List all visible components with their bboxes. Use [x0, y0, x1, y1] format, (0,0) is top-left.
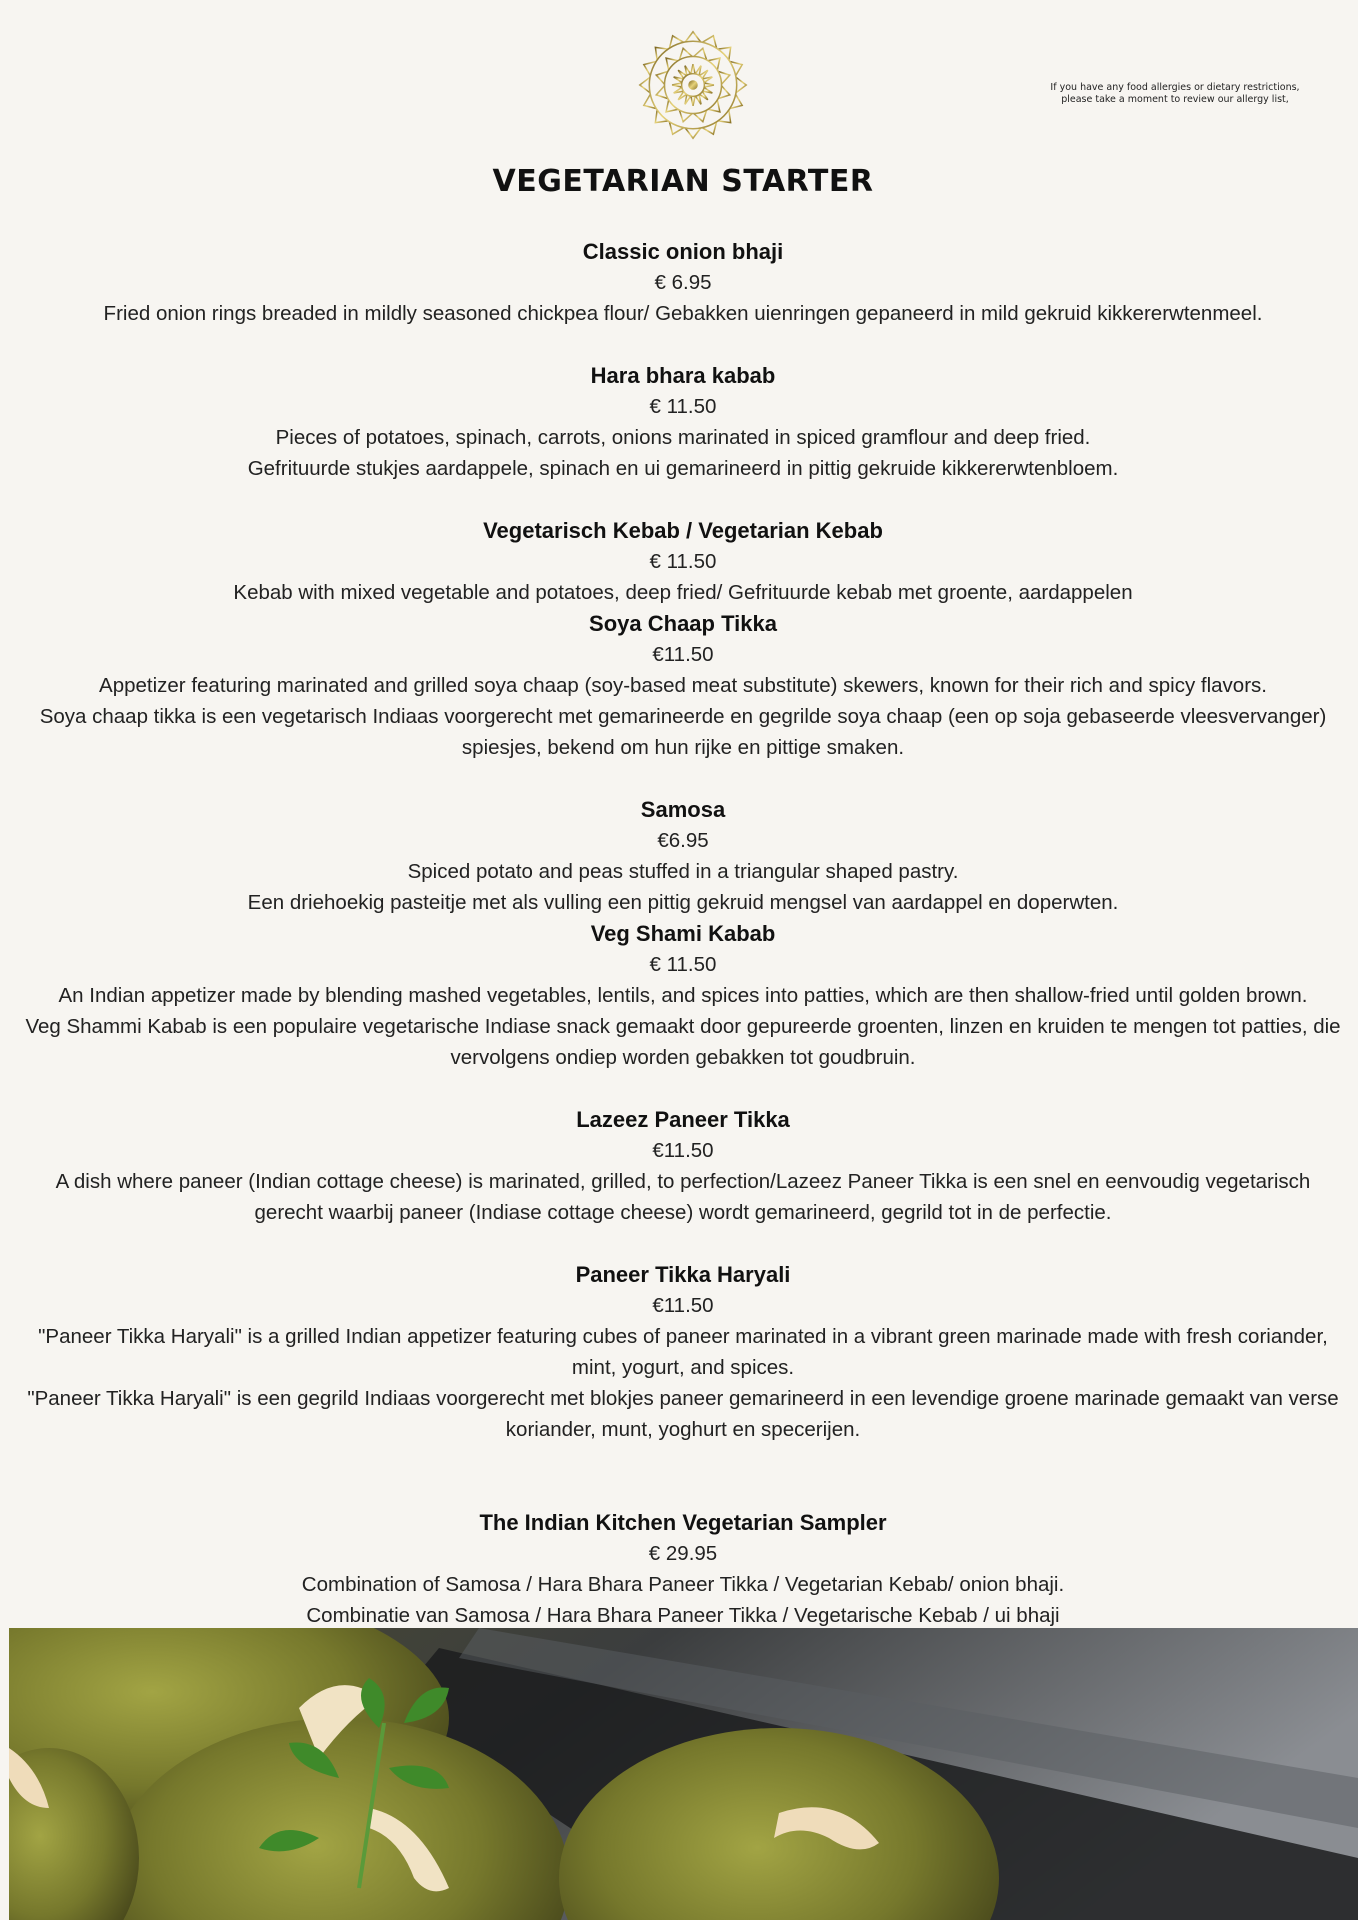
- item-name: Paneer Tikka Haryali: [575, 1262, 791, 1287]
- item-description-nl: Combinatie van Samosa / Hara Bhara Paneer Tikka / Vegetarische Kebab / ui bhaji: [306, 1604, 1060, 1627]
- item-price: € 11.50: [649, 395, 717, 418]
- item-description: "Paneer Tikka Haryali" is a grilled Indian appetizer featuring cubes of paneer marinated in a vibrant green marinade made with fresh coriander, mint, yogurt, and spices.: [38, 1325, 1328, 1379]
- item-price: €6.95: [657, 829, 709, 852]
- allergy-notice: If you have any food allergies or dietary restrictions, please take a moment to review our allergy list,: [1050, 82, 1300, 105]
- item-price: € 6.95: [654, 271, 712, 294]
- item-description: An Indian appetizer made by blending mashed vegetables, lentils, and spices into patties, which are then shallow-fried until golden brown.: [58, 984, 1308, 1007]
- item-price: € 11.50: [649, 953, 717, 976]
- item-description: Combination of Samosa / Hara Bhara Paneer Tikka / Vegetarian Kebab/ onion bhaji.: [301, 1573, 1065, 1596]
- menu-item: [20, 515, 1346, 608]
- veg-kabab-photo: [9, 1628, 1358, 1920]
- item-name: The Indian Kitchen Vegetarian Sampler: [479, 1510, 887, 1535]
- menu-item: [20, 1259, 1346, 1445]
- menu-item: [20, 794, 1346, 918]
- item-description: Appetizer featuring marinated and grilled soya chaap (soy-based meat substitute) skewers, known for their rich and spicy flavors.: [99, 674, 1267, 697]
- item-name: Vegetarisch Kebab / Vegetarian Kebab: [483, 518, 883, 543]
- item-price: €11.50: [652, 1294, 714, 1317]
- menu-item: [20, 1507, 1346, 1631]
- page-title: VEGETARIAN STARTER: [492, 164, 874, 199]
- item-name: Veg Shami Kabab: [590, 921, 776, 946]
- mandala-logo-icon: [636, 28, 750, 142]
- item-description-nl: Soya chaap tikka is een vegetarisch Indiaas voorgerecht met gemarineerde en gegrilde soya chaap (een op soja gebaseerde vleesvervanger) spiesjes, bekend om hun rijke en pittige smaken.: [39, 705, 1327, 759]
- item-price: € 11.50: [649, 550, 717, 573]
- menu-item: [20, 608, 1346, 763]
- item-description-nl: "Paneer Tikka Haryali" is een gegrild Indiaas voorgerecht met blokjes paneer gemarineerd in een levendige groene marinade gemaakt van verse koriander, munt, yoghurt en specerijen.: [27, 1387, 1339, 1441]
- menu-list: [20, 236, 1346, 1631]
- item-description: Kebab with mixed vegetable and potatoes, deep fried/ Gefrituurde kebab met groente, aardappelen: [233, 581, 1133, 604]
- item-description-nl: Gefrituurde stukjes aardappele, spinach en ui gemarineerd in pittig gekruide kikkererwtenbloem.: [247, 457, 1119, 480]
- item-price: €11.50: [652, 643, 714, 666]
- item-name: Soya Chaap Tikka: [589, 611, 777, 636]
- menu-item: [20, 236, 1346, 329]
- item-name: Samosa: [640, 797, 726, 822]
- item-description: Spiced potato and peas stuffed in a triangular shaped pastry.: [407, 860, 959, 883]
- item-name: Hara bhara kabab: [590, 363, 776, 388]
- item-price: € 29.95: [648, 1542, 718, 1565]
- item-description: Fried onion rings breaded in mildly seasoned chickpea flour/ Gebakken uienringen gepaneerd in mild gekruid kikkererwtenmeel.: [103, 302, 1263, 325]
- menu-item: [20, 360, 1346, 484]
- menu-item: [20, 1104, 1346, 1228]
- item-description-nl: Een driehoekig pasteitje met als vulling een pittig gekruid mengsel van aardappel en doperwten.: [247, 891, 1119, 914]
- item-description-nl: Veg Shammi Kabab is een populaire vegetarische Indiase snack gemaakt door gepureerde groenten, linzen en kruiden te mengen tot patties, die vervolgens ondiep worden gebakken tot goudbruin.: [25, 1015, 1341, 1069]
- item-description: Pieces of potatoes, spinach, carrots, onions marinated in spiced gramflour and deep fried.: [275, 426, 1091, 449]
- item-name: Lazeez Paneer Tikka: [576, 1107, 790, 1132]
- menu-item: [20, 918, 1346, 1073]
- item-name: Classic onion bhaji: [582, 239, 784, 264]
- item-price: €11.50: [652, 1139, 714, 1162]
- item-description: A dish where paneer (Indian cottage cheese) is marinated, grilled, to perfection/Lazeez Paneer Tikka is een snel en eenvoudig vegetarisch gerecht waarbij paneer (Indiase cottage cheese) wordt gemarineerd, gegrild tot in de perfectie.: [55, 1170, 1311, 1224]
